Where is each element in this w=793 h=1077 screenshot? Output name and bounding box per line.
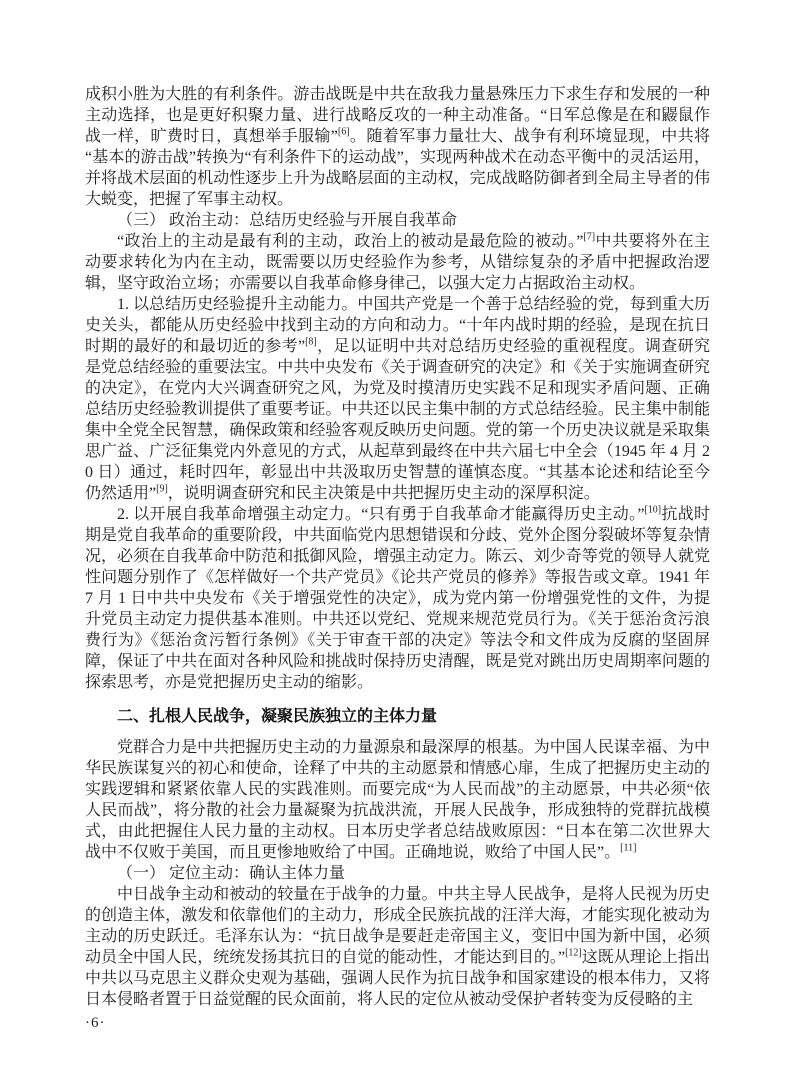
paragraph [85, 294, 710, 504]
footnote-ref: [12] [565, 947, 582, 959]
subsection-heading: （三） 政治主动：总结历史经验与开展自我革命 [117, 212, 458, 229]
text-run: ，足以证明中共对总结历史经验的重视程度。调查研究是党总结经验的重要法宝。中共中央发布《关于调查研究的决定》和《关于实施调查研究的决定》，在党内大兴调查研究之风，为党及时摸清历史实践不足和现实矛盾问题、正确总结历史经验教训提供了重要考证。中共还以民主集中制的方式总结经验。民主集中制能集中全党全民智慧，确保政策和经验客观反映历史问题。党的第一个历史决议就是采取集思广益、广泛征集党内外意见的方式，从起草到最终在中共六届七中全会（1945 年 4 月 20 日）通过，耗时四年，彰显出中共汲取历史智慧的谨慎态度。“其基本论述和结论至今仍然适用” [85, 338, 710, 502]
text-run: ，说明调查研究和民主决策是中共把握历史主动的深厚积淀。 [167, 485, 600, 502]
footnote-ref: [11] [620, 842, 637, 854]
paragraph [85, 231, 710, 294]
section-heading: 二、扎根人民战争，凝聚民族独立的主体力量 [117, 708, 438, 725]
footnote-ref: [9] [156, 483, 168, 495]
text-run: 成积小胜为大胜的有利条件。游击战既是中共在敌我力量悬殊压力下求生存和发展的一种主动选择，也是更好积聚力量、进行战略反攻的一种主动准备。“日军总像是在和鼹鼠作战一样，旷费时日，真想举手服输” [85, 86, 710, 145]
text-run: “政治上的主动是最有利的主动，政治上的被动是最危险的被动。” [117, 233, 584, 250]
text-run: 中日战争主动和被动的较量在于战争的力量。中共主导人民战争，是将人民视为历史的创造主体，激发和依靠他们的主动力，形成全民族抗战的汪洋大海，才能实现化被动为主动的历史跃迁。毛泽东认为：“抗日战争是要赶走帝国主义，变旧中国为新中国，必须动员全中国人民，统统发扬其抗日的自觉的能动性，才能达到目的。” [85, 886, 710, 966]
paragraph [85, 504, 710, 693]
page-number: ·6· [85, 1015, 106, 1031]
text-run: 1. 以总结历史经验提升主动能力。中国共产党是一个善于总结经验的党，每到重大历史关头，都能从历史经验中找到主动的方向和动力。“十年内战时期的经验，是现在抗日时期的最好的和最切近的参考” [85, 296, 710, 355]
text-run: 2. 以开展自我革命增强主动定力。“只有勇于自我革命才能赢得历史主动。” [117, 506, 645, 523]
footnote-ref: [10] [644, 504, 662, 516]
text-run: 党群合力是中共把握历史主动的力量源泉和最深厚的根基。为中国人民谋幸福、为中华民族谋复兴的初心和使命，诠释了中共的主动愿景和情感心扉，生成了把握历史主动的实践逻辑和紧紧依靠人民的实践准则。而要完成“为人民而战”的主动愿景，中共必须“依人民而战”，将分散的社会力量凝聚为抗战洪流，开展人民战争，形成独特的党群抗战模式，由此把握住人民力量的主动权。日本历史学者总结战败原因：“日本在第二次世界大战中不仅败于美国，而且更惨地败给了中国。正确地说，败给了中国人民”。 [85, 739, 710, 861]
paragraph [85, 884, 710, 1010]
footnote-ref: [6] [337, 126, 350, 138]
text-run: 中共要将外在主动要求转化为内在主动，既需要以历史经验作为参考，从错综复杂的矛盾中把握政治逻辑，坚守政治立场；亦需要以自我革命修身律己，以强大定力占据政治主动权。 [85, 233, 710, 292]
footnote-ref: [8] [305, 336, 317, 348]
subsection-heading: （一） 定位主动：确认主体力量 [117, 865, 346, 882]
paragraph [85, 737, 710, 863]
footnote-ref: [7] [583, 231, 596, 243]
article-body [85, 84, 710, 1010]
paragraph [85, 84, 710, 210]
text-run: 这既从理论上指出中共以马克思主义群众史观为基础，强调人民作为抗日战争和国家建设的根本伟力，又将日本侵略者置于日益觉醒的民众面前，将人民的定位从被动受保护者转变为反侵略的主 [85, 949, 710, 1008]
text-run: 。随着军事力量壮大、战争有利环境显现，中共将“基本的游击战”转换为“有利条件下的运动战”，实现两种战术在动态平衡中的灵活运用，并将战术层面的机动性逐步上升为战略层面的主动权，完成战略防御者到全局主导者的伟大蜕变，把握了军事主动权。 [85, 128, 710, 208]
text-run: 抗战时期是党自我革命的重要阶段，中共面临党内思想错误和分歧、党外企图分裂破坏等复杂情况，必须在自我革命中防范和抵御风险，增强主动定力。陈云、刘少奇等党的领导人就党性问题分别作了《怎样做好一个共产党员》《论共产党员的修养》等报告或文章。1941 年 7 月 1 日中共中央发布《关于增强党性的决定》，成为党内第一份增强党性的文件，为提升党员主动定力提供基本准则。中共还以党纪、党规来规范党员行为。《关于惩治贪污浪费行为》《惩治贪污暂行条例》《关于审查干部的决定》等法令和文件成为反腐的坚固屏障，保证了中共在面对各种风险和挑战时保持历史清醒，既是党对跳出历史周期率问题的探索思考，亦是党把握历史主动的缩影。 [85, 506, 710, 691]
